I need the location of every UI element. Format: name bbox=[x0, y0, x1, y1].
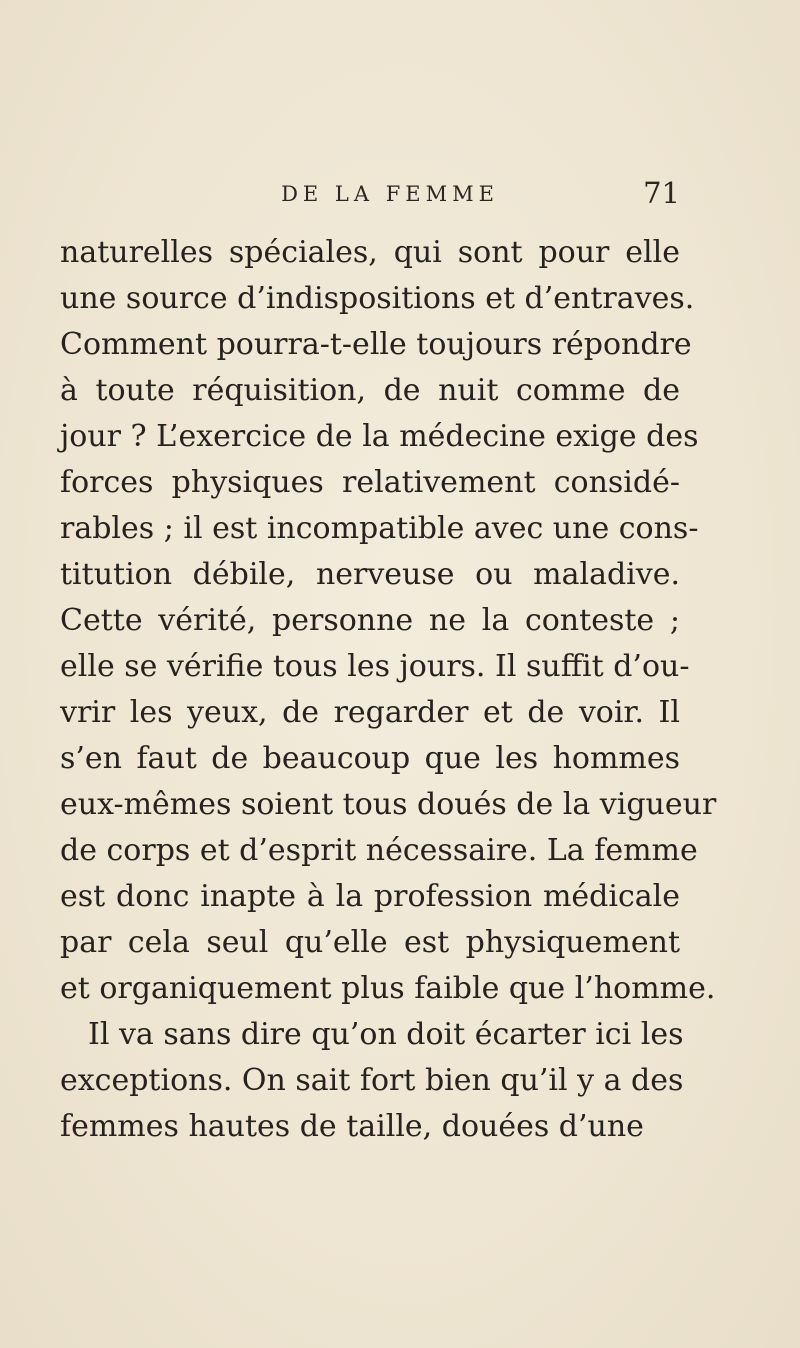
text-line: vrir les yeux, de regarder et de voir. Il bbox=[60, 695, 680, 730]
text-line: eux-mêmes soient tous doués de la vigueur bbox=[60, 787, 717, 822]
text-line: s’en faut de beaucoup que les hommes bbox=[60, 741, 680, 776]
body-text bbox=[60, 230, 717, 1150]
text-line: exceptions. On sait fort bien qu’il y a des bbox=[60, 1063, 684, 1098]
text-line: jour ? L’exercice de la médecine exige des bbox=[60, 419, 699, 454]
text-line: elle se vérifie tous les jours. Il suffit d’ou- bbox=[60, 649, 690, 684]
text-line: forces physiques relativement considé- bbox=[60, 465, 680, 500]
running-head bbox=[100, 176, 680, 208]
text-line: à toute réquisition, de nuit comme de bbox=[60, 373, 680, 408]
text-line: est donc inapte à la profession médicale bbox=[60, 879, 680, 914]
text-line: de corps et d’esprit nécessaire. La femme bbox=[60, 833, 698, 868]
text-line: femmes hautes de taille, douées d’une bbox=[60, 1109, 644, 1144]
text-line: une source d’indispositions et d’entraves. bbox=[60, 281, 695, 316]
text-line: titution débile, nerveuse ou maladive. bbox=[60, 557, 680, 592]
text-line: naturelles spéciales, qui sont pour elle bbox=[60, 235, 680, 270]
text-line: Comment pourra-t-elle toujours répondre bbox=[60, 327, 692, 362]
page-number: 71 bbox=[643, 176, 680, 210]
text-line: par cela seul qu’elle est physiquement bbox=[60, 925, 680, 960]
running-head-title: DE LA FEMME bbox=[281, 182, 499, 206]
text-line: rables ; il est incompatible avec une cons- bbox=[60, 511, 699, 546]
text-line: et organiquement plus faible que l’homme. bbox=[60, 971, 716, 1006]
text-line: Il va sans dire qu’on doit écarter ici les bbox=[88, 1017, 684, 1052]
text-line: Cette vérité, personne ne la conteste ; bbox=[60, 603, 680, 638]
